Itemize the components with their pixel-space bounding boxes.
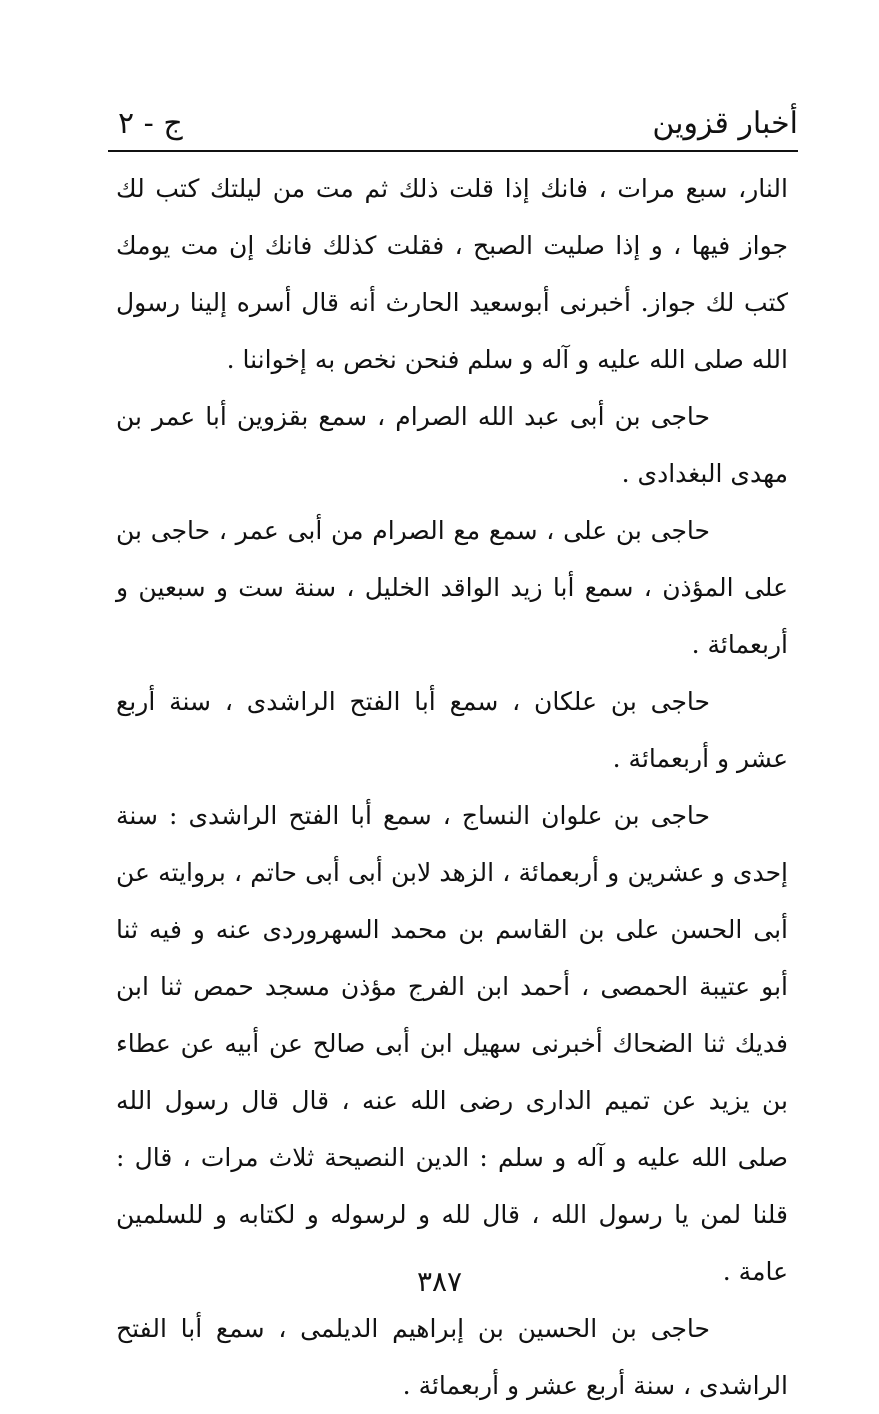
paragraph: حاجى بن على ، سمع مع الصرام من أبى عمر ، حاجى بن على المؤذن ، سمع أبا زيد الواقد الخليل ، سنة ست و سبعين و أربعمائة . [116, 516, 788, 659]
paragraph: النار، سبع مرات ، فانك إذا قلت ذلك ثم مت من ليلتك كتب لك جواز فيها ، و إذا صليت الصبح ، فقلت كذلك فانك إن مت يومك كتب لك جواز. أخبرنى أبوسعيد الحارث أنه قال أسره إلينا رسول الله صلى الله عليه و آله و سلم فنحن نخص به إخواننا . [116, 174, 788, 374]
volume-label: ج - ٢ [118, 106, 183, 141]
header-rule [108, 150, 798, 152]
paragraph: حاجى بن أبى عبد الله الصرام ، سمع بقزوين أبا عمر بن مهدى البغدادى . [116, 402, 788, 488]
paragraph: حاجى بن الحسين بن إبراهيم الديلمى ، سمع أبا الفتح الراشدى ، سنة أربع عشر و أربعمائة . [116, 1314, 788, 1400]
book-title: أخبار قزوين [652, 106, 798, 141]
page-number: ٣٨٧ [416, 1265, 463, 1298]
paragraph: حاجى بن علوان النساج ، سمع أبا الفتح الراشدى : سنة إحدى و عشرين و أربعمائة ، الزهد لابن أبى أبى حاتم ، بروايته عن أبى الحسن على بن القاسم بن محمد السهروردى عنه و فيه ثنا أبو عتيبة الحمصى ، أحمد ابن الفرج مؤذن مسجد حمص ثنا ابن فديك ثنا الضحاك أخبرنى سهيل ابن أبى صالح عن أبيه عن عطاء بن يزيد عن تميم الدارى رضى الله عنه ، قال قال رسول الله صلى الله عليه و آله و سلم : الدين النصيحة ثلاث مرات ، قال : قلنا لمن يا رسول الله ، قال لله و لرسوله و لكتابه و للسلمين عامة . [116, 801, 788, 1286]
running-header [110, 100, 798, 148]
paragraph: حاجى بن علكان ، سمع أبا الفتح الراشدى ، سنة أربع عشر و أربعمائة . [116, 687, 788, 773]
body-text [116, 160, 788, 1414]
